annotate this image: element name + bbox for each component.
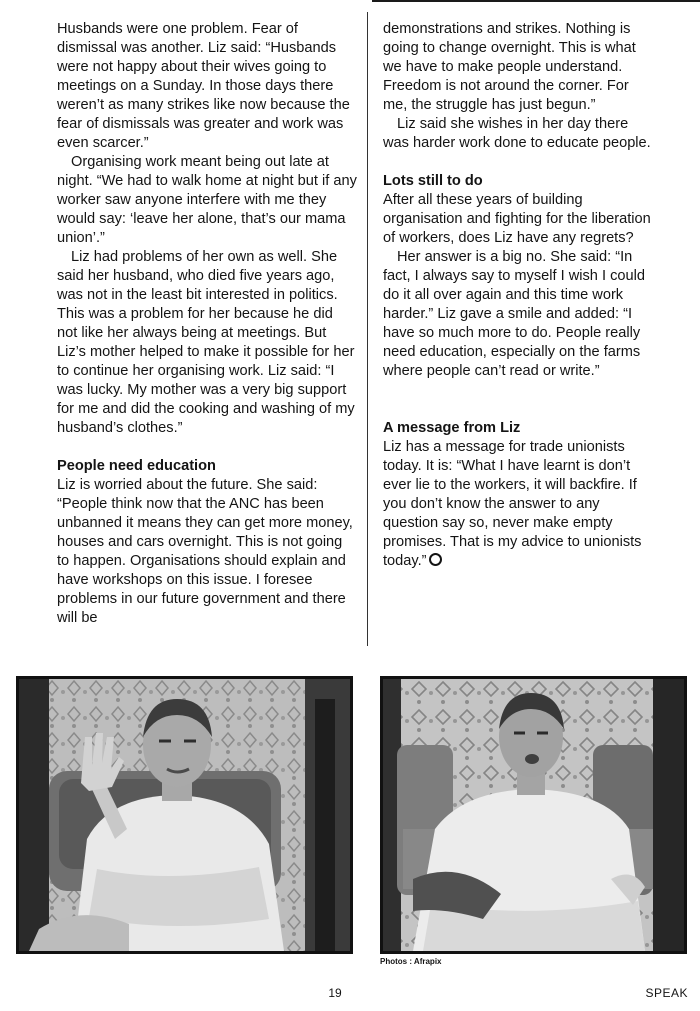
photo-credit: Photos : Afrapix [380,957,442,966]
paragraph: demonstrations and strikes. Nothing is going to change overnight. This is what we have to make people understand. Freedom is not around the corner. For me, the struggle has just begun.” [383,21,636,113]
section-heading: A message from Liz [383,420,521,436]
section-heading: Lots still to do [383,173,483,189]
paragraph: After all these years of building organisation and fighting for the liberation of workers, does Liz have any regrets? [383,192,651,246]
section-heading: People need education [57,458,216,474]
paragraph: Liz said she wishes in her day there was harder work done to educate people. [383,116,651,151]
paragraph: Husbands were one problem. Fear of dismissal was another. Liz said: “Husbands were not happy about their wives going to meetings on a Sunday. In those days there weren’t as many strikes like now because the fear of dismissals was greater and work was even scarcer.” [57,21,350,151]
right-column [383,20,655,571]
end-mark-icon [429,553,442,566]
paragraph: Liz is worried about the future. She said: “People think now that the ANC has been unbanned it means they can get more money, houses and cars overnight. This is not going to happen. Organisations should explain and have workshops on this issue. I foresee problems in our future government and there will be [57,477,353,626]
top-rule [372,0,700,2]
paragraph: Her answer is a big no. She said: “In fact, I always say to myself I wish I could do it all over again and this time work harder.” Liz gave a smile and added: “I have so much more to do. People really need education, especially on the farms where people can’t read or write.” [383,249,645,379]
paragraph [383,438,655,571]
paragraph-text: Liz has a message for trade unionists today. It is: “What I have learnt is don’t ever lie to the workers, it will backfire. If you don’t know the answer to any question say so, never make empty promises. That is my advice to unionists today.” [383,439,642,569]
magazine-name: SPEAK [645,986,688,1000]
paragraph: Organising work meant being out late at night. “We had to walk home at night but if any worker saw anyone interfere with me they would say: ‘leave her alone, that’s our mama union’.” [57,154,357,246]
page-number: 19 [328,986,342,1000]
paragraph: Liz had problems of her own as well. She said her husband, who died five years ago, was not in the least bit interested in politics. This was a problem for her because he did not like her always being at meetings. But Liz’s mother helped to make it possible for her to continue her organising work. Liz said: “I was lucky. My mother was a very big support for me and did the cooking and washing of my husband’s clothes.” [57,249,355,436]
photo-liz-seated [380,676,687,954]
left-column [57,20,357,628]
photo-liz-gesturing [16,676,353,954]
column-divider [367,12,368,646]
